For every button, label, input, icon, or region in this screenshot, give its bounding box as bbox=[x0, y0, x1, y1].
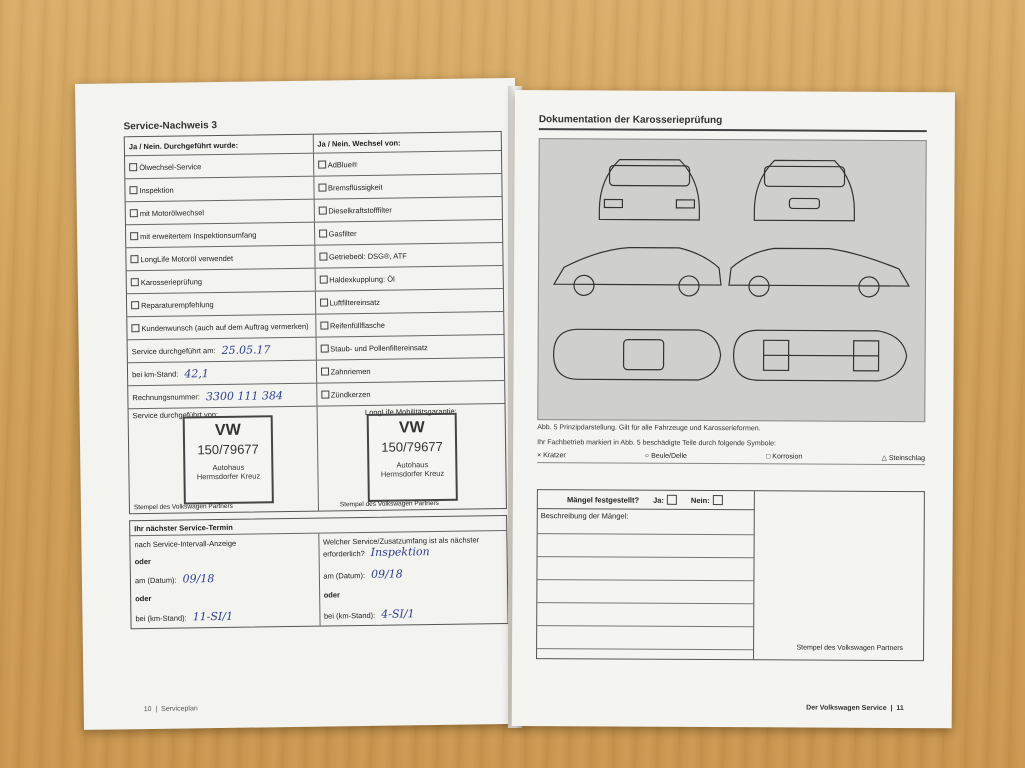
hand-next-date: 09/18 bbox=[182, 572, 215, 587]
description-line bbox=[538, 534, 754, 558]
hand-next-km2: 4-SI/1 bbox=[381, 606, 415, 621]
stamp-label-left: Service durchgeführt von: bbox=[132, 410, 219, 421]
row-label: Reifenfüllflasche bbox=[329, 320, 385, 330]
stamp-vw: VW bbox=[214, 421, 241, 440]
next-left-1: oder bbox=[134, 556, 151, 566]
symbol-legend bbox=[537, 452, 925, 465]
handwritten-date: 25.05.17 bbox=[221, 342, 271, 357]
row-label: Kundenwunsch (auch auf dem Auftrag vermerken) bbox=[141, 321, 309, 333]
row-label: mit erweitertem Inspektionsumfang bbox=[140, 229, 257, 241]
hand-next-date2: 09/18 bbox=[370, 567, 403, 582]
checkbox[interactable] bbox=[320, 298, 328, 306]
description-line bbox=[537, 626, 753, 650]
next-title: Ihr nächster Service-Termin bbox=[134, 522, 233, 533]
checkbox[interactable] bbox=[130, 209, 138, 217]
next-left-0: nach Service-Intervall-Anzeige bbox=[134, 538, 237, 550]
handwritten-km: 42,1 bbox=[184, 366, 209, 381]
section-title: Service-Nachweis 3 bbox=[123, 120, 218, 133]
checkbox[interactable] bbox=[129, 186, 137, 194]
row-label: Staub- und Pollenfiltereinsatz bbox=[330, 342, 428, 353]
car-diagram bbox=[537, 138, 926, 422]
instruction: Ihr Fachbetrieb markiert in Abb. 5 beschädigte Teile durch folgende Symbole: bbox=[537, 439, 776, 448]
description-line bbox=[537, 603, 753, 627]
footer-page: 11 bbox=[896, 705, 904, 713]
stamp-partner-label: Stempel des Volkswagen Partners bbox=[796, 644, 904, 653]
service-table bbox=[124, 131, 507, 514]
stamp-partner-label: Stempel des Volkswagen Partners bbox=[133, 502, 233, 512]
footer-page: 10 bbox=[143, 705, 152, 714]
next-right-2: bei (km-Stand): bbox=[323, 610, 376, 621]
next-left-2: am (Datum): bbox=[134, 576, 177, 586]
row-label: Getriebeöl: DSG®, ATF bbox=[328, 250, 407, 261]
next-service-table bbox=[129, 515, 508, 629]
body-inspection bbox=[536, 114, 927, 661]
next-right-question: Welcher Service/Zusatzumfang ist als nächster erforderlich? bbox=[322, 535, 480, 559]
dealer-stamp-left bbox=[183, 415, 274, 504]
symbol-scratch: × Kratzer bbox=[537, 452, 566, 460]
row-label: Reparaturempfehlung bbox=[141, 299, 214, 310]
left-page bbox=[75, 78, 524, 730]
symbol-dent: ○ Beule/Delle bbox=[644, 452, 687, 460]
next-left-3: oder bbox=[135, 594, 152, 604]
ja-checkbox[interactable] bbox=[667, 495, 677, 505]
row-label: Karosserieprüfung bbox=[140, 276, 203, 287]
row-label: Zahnriemen bbox=[330, 366, 371, 376]
stamp-vw: VW bbox=[398, 419, 425, 437]
row-label: Gasfilter bbox=[328, 228, 357, 238]
page-title: Dokumentation der Karosserieprüfung bbox=[539, 114, 927, 132]
stamp-label-right: LongLife Mobilitätsgarantie: bbox=[364, 406, 457, 417]
row-label: mit Motorölwechsel bbox=[139, 207, 205, 218]
description-line bbox=[537, 557, 753, 581]
right-page bbox=[512, 90, 955, 728]
row-label: Zündkerzen bbox=[330, 389, 371, 399]
checkbox[interactable] bbox=[320, 367, 328, 375]
ja-label: Ja: bbox=[653, 495, 664, 505]
handwritten-invoice: 3300 111 384 bbox=[205, 388, 283, 403]
checkbox[interactable] bbox=[130, 232, 138, 240]
stamp-line2: Hermsdorfer Kreuz bbox=[380, 468, 445, 479]
footer-left: 10 | Serviceplan bbox=[143, 705, 198, 714]
description-label: Beschreibung der Mängel: bbox=[538, 509, 754, 535]
col-right-header: Ja / Nein. Wechsel von: bbox=[317, 137, 401, 149]
row-label: Dieselkraftstofffilter bbox=[328, 205, 392, 215]
dealer-stamp-right bbox=[367, 413, 458, 502]
checkbox[interactable] bbox=[318, 207, 326, 215]
service-record bbox=[124, 116, 509, 629]
col-left-header: Ja / Nein. Durchgeführt wurde: bbox=[125, 135, 314, 156]
car-outline-icon bbox=[538, 139, 925, 419]
footer-label: Serviceplan bbox=[161, 705, 198, 713]
checkbox[interactable] bbox=[131, 324, 139, 332]
checkbox[interactable] bbox=[319, 252, 327, 260]
defect-description-area[interactable] bbox=[537, 509, 755, 659]
checkbox[interactable] bbox=[318, 184, 326, 192]
row-label: AdBlue® bbox=[327, 159, 358, 169]
row-label: Inspektion bbox=[139, 185, 174, 195]
checkbox[interactable] bbox=[321, 390, 329, 398]
stamp-line1: Autohaus bbox=[212, 462, 245, 473]
description-line bbox=[537, 580, 753, 604]
next-left-4: bei (km-Stand): bbox=[135, 613, 187, 624]
symbol-corrosion: □ Korrosion bbox=[766, 453, 803, 461]
stamp-number: 150/79677 bbox=[381, 438, 443, 455]
footer-right: Der Volkswagen Service | 11 bbox=[806, 704, 904, 713]
row-label: Haldexkupplung: Öl bbox=[329, 274, 395, 284]
row-label: Ölwechsel-Service bbox=[139, 161, 202, 172]
symbol-stone-chip: △ Steinschlag bbox=[881, 454, 926, 463]
checkbox[interactable] bbox=[320, 344, 328, 352]
checkbox[interactable] bbox=[130, 255, 138, 263]
next-right-0: am (Datum): bbox=[323, 571, 366, 581]
stamp-partner-label: Stempel des Volkswagen Partners bbox=[339, 499, 439, 509]
checkbox[interactable] bbox=[319, 275, 327, 283]
row-label: bei km-Stand: bbox=[131, 369, 179, 379]
hand-next-service: Inspektion bbox=[370, 545, 430, 560]
nein-label: Nein: bbox=[690, 495, 710, 505]
checkbox[interactable] bbox=[319, 230, 327, 238]
defect-box bbox=[536, 489, 925, 661]
stamp-number: 150/79677 bbox=[197, 441, 259, 458]
checkbox[interactable] bbox=[131, 301, 139, 309]
checkbox[interactable] bbox=[320, 321, 328, 329]
next-right-1: oder bbox=[323, 590, 340, 600]
footer-label: Der Volkswagen Service bbox=[806, 704, 887, 712]
nein-checkbox[interactable] bbox=[713, 495, 723, 505]
row-label: Luftfiltereinsatz bbox=[329, 297, 381, 307]
checkbox[interactable] bbox=[318, 161, 326, 169]
row-label: Service durchgeführt am: bbox=[131, 345, 216, 356]
stamp-line1: Autohaus bbox=[396, 460, 429, 470]
row-label: Rechnungsnummer: bbox=[132, 391, 200, 402]
checkbox[interactable] bbox=[131, 278, 139, 286]
checkbox[interactable] bbox=[129, 163, 137, 171]
defects-question: Mängel festgestellt? bbox=[566, 494, 640, 505]
hand-next-km: 11-SI/1 bbox=[192, 609, 234, 624]
row-label: Bremsflüssigkeit bbox=[327, 182, 383, 192]
figure-caption: Abb. 5 Prinzipdarstellung. Gilt für alle Fahrzeuge und Karosserieformen. bbox=[537, 424, 761, 433]
stamp-line2: Hermsdorfer Kreuz bbox=[196, 471, 261, 482]
row-label: LongLife Motoröl verwendet bbox=[140, 253, 234, 264]
